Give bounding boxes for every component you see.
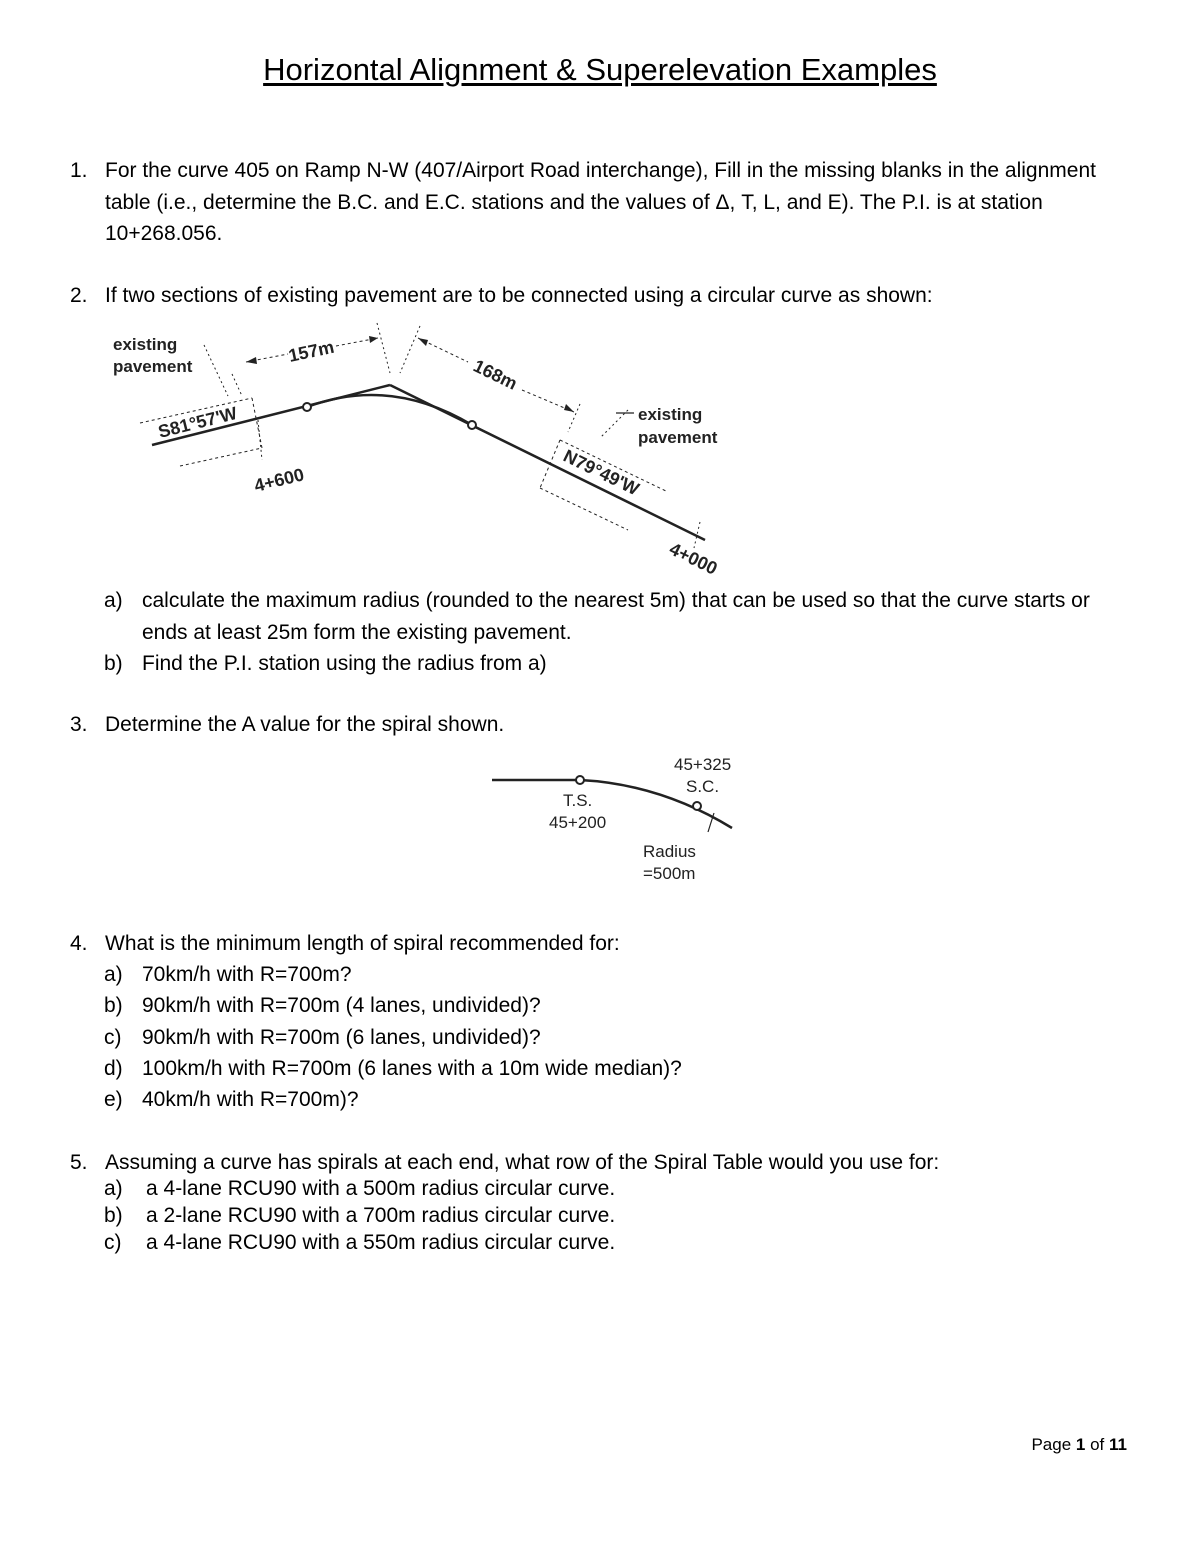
page-total: 11 xyxy=(1109,1435,1127,1454)
question-5 xyxy=(70,1147,1130,1179)
bearing-right: N79°49'W xyxy=(560,445,643,500)
question-5-part-b xyxy=(104,1202,1124,1229)
question-number: 5. xyxy=(70,1151,88,1174)
part-label: c) xyxy=(104,1026,122,1049)
part-text: 90km/h with R=700m (6 lanes, undivided)? xyxy=(142,1026,541,1049)
radius-value: =500m xyxy=(643,864,696,883)
question-5-part-a xyxy=(104,1175,1124,1202)
question-number: 1. xyxy=(70,159,88,182)
part-label: a) xyxy=(104,963,123,986)
part-label: c) xyxy=(104,1231,122,1254)
sc-label: S.C. xyxy=(686,777,720,796)
page-word: Page xyxy=(1031,1435,1072,1454)
dimension-157m: 157m xyxy=(286,336,336,366)
part-text: a 4-lane RCU90 with a 550m radius circular curve. xyxy=(146,1231,616,1254)
existing-pavement-right-line1: existing xyxy=(638,405,703,424)
part-text: 70km/h with R=700m? xyxy=(142,963,352,986)
part-label: d) xyxy=(104,1057,123,1080)
bearing-left: S81°57'W xyxy=(156,402,240,442)
part-label: e) xyxy=(104,1088,123,1111)
station-4-600: 4+600 xyxy=(252,464,307,496)
question-4-part-d xyxy=(104,1053,1124,1085)
page-number: 1 xyxy=(1075,1435,1086,1454)
station-4-000: 4+000 xyxy=(666,538,721,579)
part-text: 90km/h with R=700m (4 lanes, undivided)? xyxy=(142,994,541,1017)
page-title: Horizontal Alignment & Superelevation Examples xyxy=(263,52,937,87)
question-5-part-c xyxy=(104,1229,1124,1256)
existing-pavement-left-line1: existing xyxy=(113,335,178,354)
part-label: b) xyxy=(104,994,123,1017)
question-number: 3. xyxy=(70,713,88,736)
ts-label: T.S. xyxy=(563,791,593,810)
question-4-part-a xyxy=(104,959,1124,991)
part-text: 40km/h with R=700m)? xyxy=(142,1088,359,1111)
ts-station: 45+200 xyxy=(549,813,607,832)
question-4-part-c xyxy=(104,1022,1124,1054)
question-4 xyxy=(70,928,1130,960)
page-footer xyxy=(1031,1435,1127,1455)
question-text: Determine the A value for the spiral shown. xyxy=(105,713,505,736)
part-label: b) xyxy=(104,1204,123,1227)
part-text: 100km/h with R=700m (6 lanes with a 10m wide median)? xyxy=(142,1057,682,1080)
radius-label: Radius xyxy=(643,842,696,861)
part-text: Find the P.I. station using the radius from a) xyxy=(142,652,547,675)
part-label: b) xyxy=(104,652,123,675)
part-text: a 2-lane RCU90 with a 700m radius circular curve. xyxy=(146,1204,616,1227)
question-number: 4. xyxy=(70,932,88,955)
existing-pavement-left-line2: pavement xyxy=(113,357,193,376)
of-word: of xyxy=(1090,1435,1105,1454)
question-text: What is the minimum length of spiral recommended for: xyxy=(105,932,620,955)
question-4-part-e xyxy=(104,1084,1124,1116)
question-text: For the curve 405 on Ramp N-W (407/Airport Road interchange), Fill in the missing blanks in the alignment table (i.e., determine the B.C. and E.C. stations and the values of Δ, T, L, and E). The P.I. is at station 10+268.056. xyxy=(105,159,1096,245)
part-label: a) xyxy=(104,589,123,612)
question-4-part-b xyxy=(104,990,1124,1022)
existing-pavement-right-line2: pavement xyxy=(638,428,718,447)
part-text: a 4-lane RCU90 with a 500m radius circular curve. xyxy=(146,1177,616,1200)
part-label: a) xyxy=(104,1177,123,1200)
sc-station: 45+325 xyxy=(674,755,732,774)
dimension-168m: 168m xyxy=(470,355,521,394)
question-text: Assuming a curve has spirals at each end, what row of the Spiral Table would you use for: xyxy=(105,1151,940,1174)
question-text: If two sections of existing pavement are to be connected using a circular curve as shown: xyxy=(105,284,933,307)
part-text: calculate the maximum radius (rounded to the nearest 5m) that can be used so that the curve starts or ends at least 25m form the existing pavement. xyxy=(142,589,1090,644)
question-number: 2. xyxy=(70,284,88,307)
